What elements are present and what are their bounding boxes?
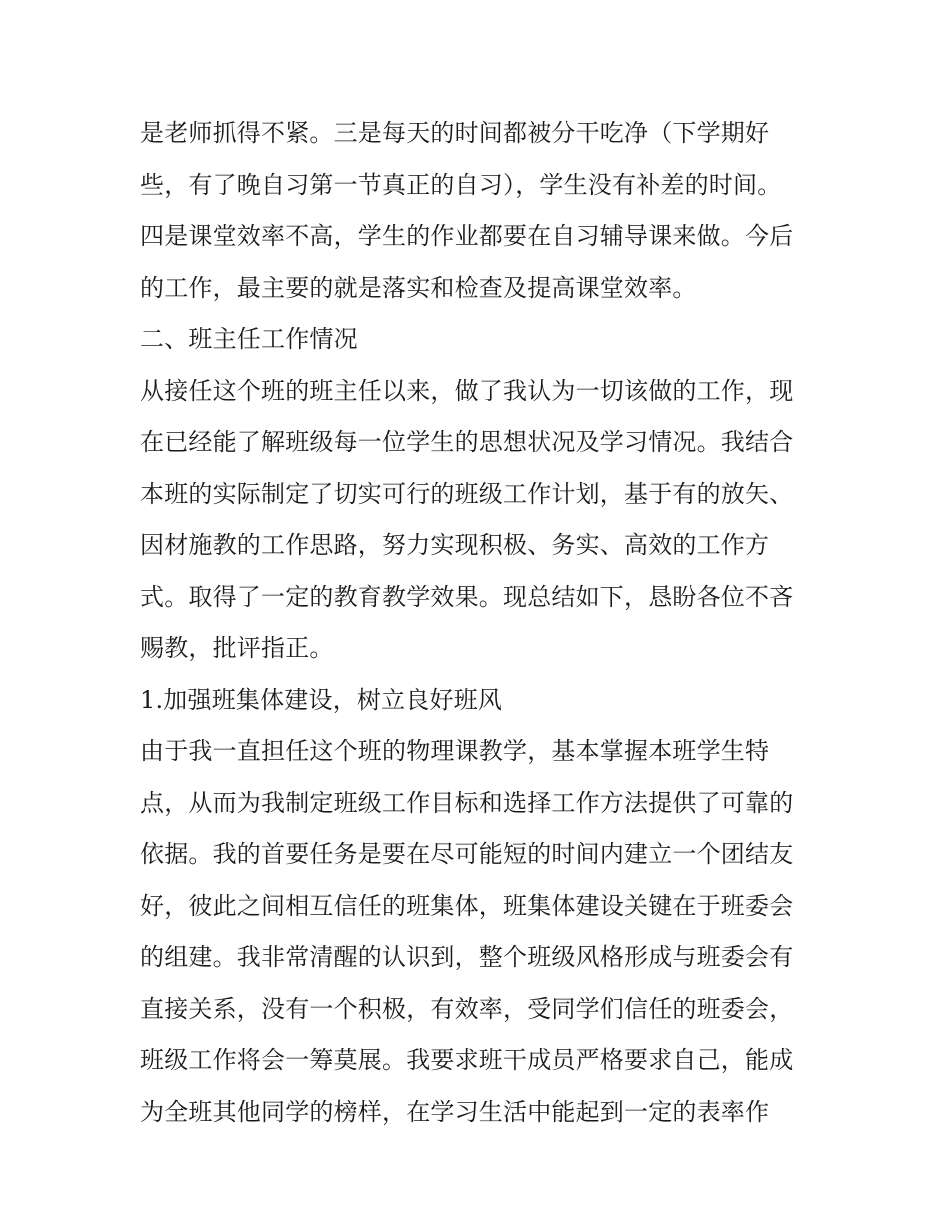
text-line: 由于我一直担任这个班的物理课教学，基本掌握本班学生特 (140, 737, 770, 765)
text-line: 在已经能了解班级每一位学生的思想状况及学习情况。我结合 (140, 428, 794, 456)
text-line: 直接关系，没有一个积极，有效率，受同学们信任的班委会， (140, 994, 794, 1023)
text-line: 赐教，批评指正。 (140, 634, 334, 662)
text-line: 些，有了晚自习第一节真正的自习），学生没有补差的时间。 (140, 170, 782, 199)
text-line: 的工作，最主要的就是落实和检查及提高课堂效率。 (140, 273, 697, 302)
text-line: 好，彼此之间相互信任的班集体，班集体建设关键在于班委会 (140, 891, 794, 920)
text-line: 班级工作将会一筹莫展。我要求班干成员严格要求自己，能成 (140, 1046, 794, 1074)
text-line: 为全班其他同学的榜样，在学习生活中能起到一定的表率作 (140, 1097, 770, 1126)
section-heading: 二、班主任工作情况 (140, 325, 358, 353)
text-line: 因材施教的工作思路，努力实现积极、务实、高效的工作方 (140, 531, 770, 559)
text-line: 四是课堂效率不高，学生的作业都要在自习辅导课来做。今后 (140, 222, 794, 250)
text-line: 的组建。我非常清醒的认识到，整个班级风格形成与班委会有 (140, 943, 794, 971)
text-line: 点，从而为我制定班级工作目标和选择工作方法提供了可靠的 (140, 788, 794, 817)
text-line: 本班的实际制定了切实可行的班级工作计划，基于有的放矢、 (140, 479, 794, 508)
document-page (140, 108, 820, 1138)
text-line: 从接任这个班的班主任以来，做了我认为一切该做的工作，现 (140, 376, 794, 405)
subsection-heading: 1.加强班集体建设，树立良好班风 (140, 685, 503, 714)
text-line: 式。取得了一定的教育教学效果。现总结如下，恳盼各位不吝 (140, 582, 794, 611)
text-line: 是老师抓得不紧。三是每天的时间都被分干吃净（下学期好 (140, 119, 770, 147)
text-line: 依据。我的首要任务是要在尽可能短的时间内建立一个团结友 (140, 840, 794, 868)
